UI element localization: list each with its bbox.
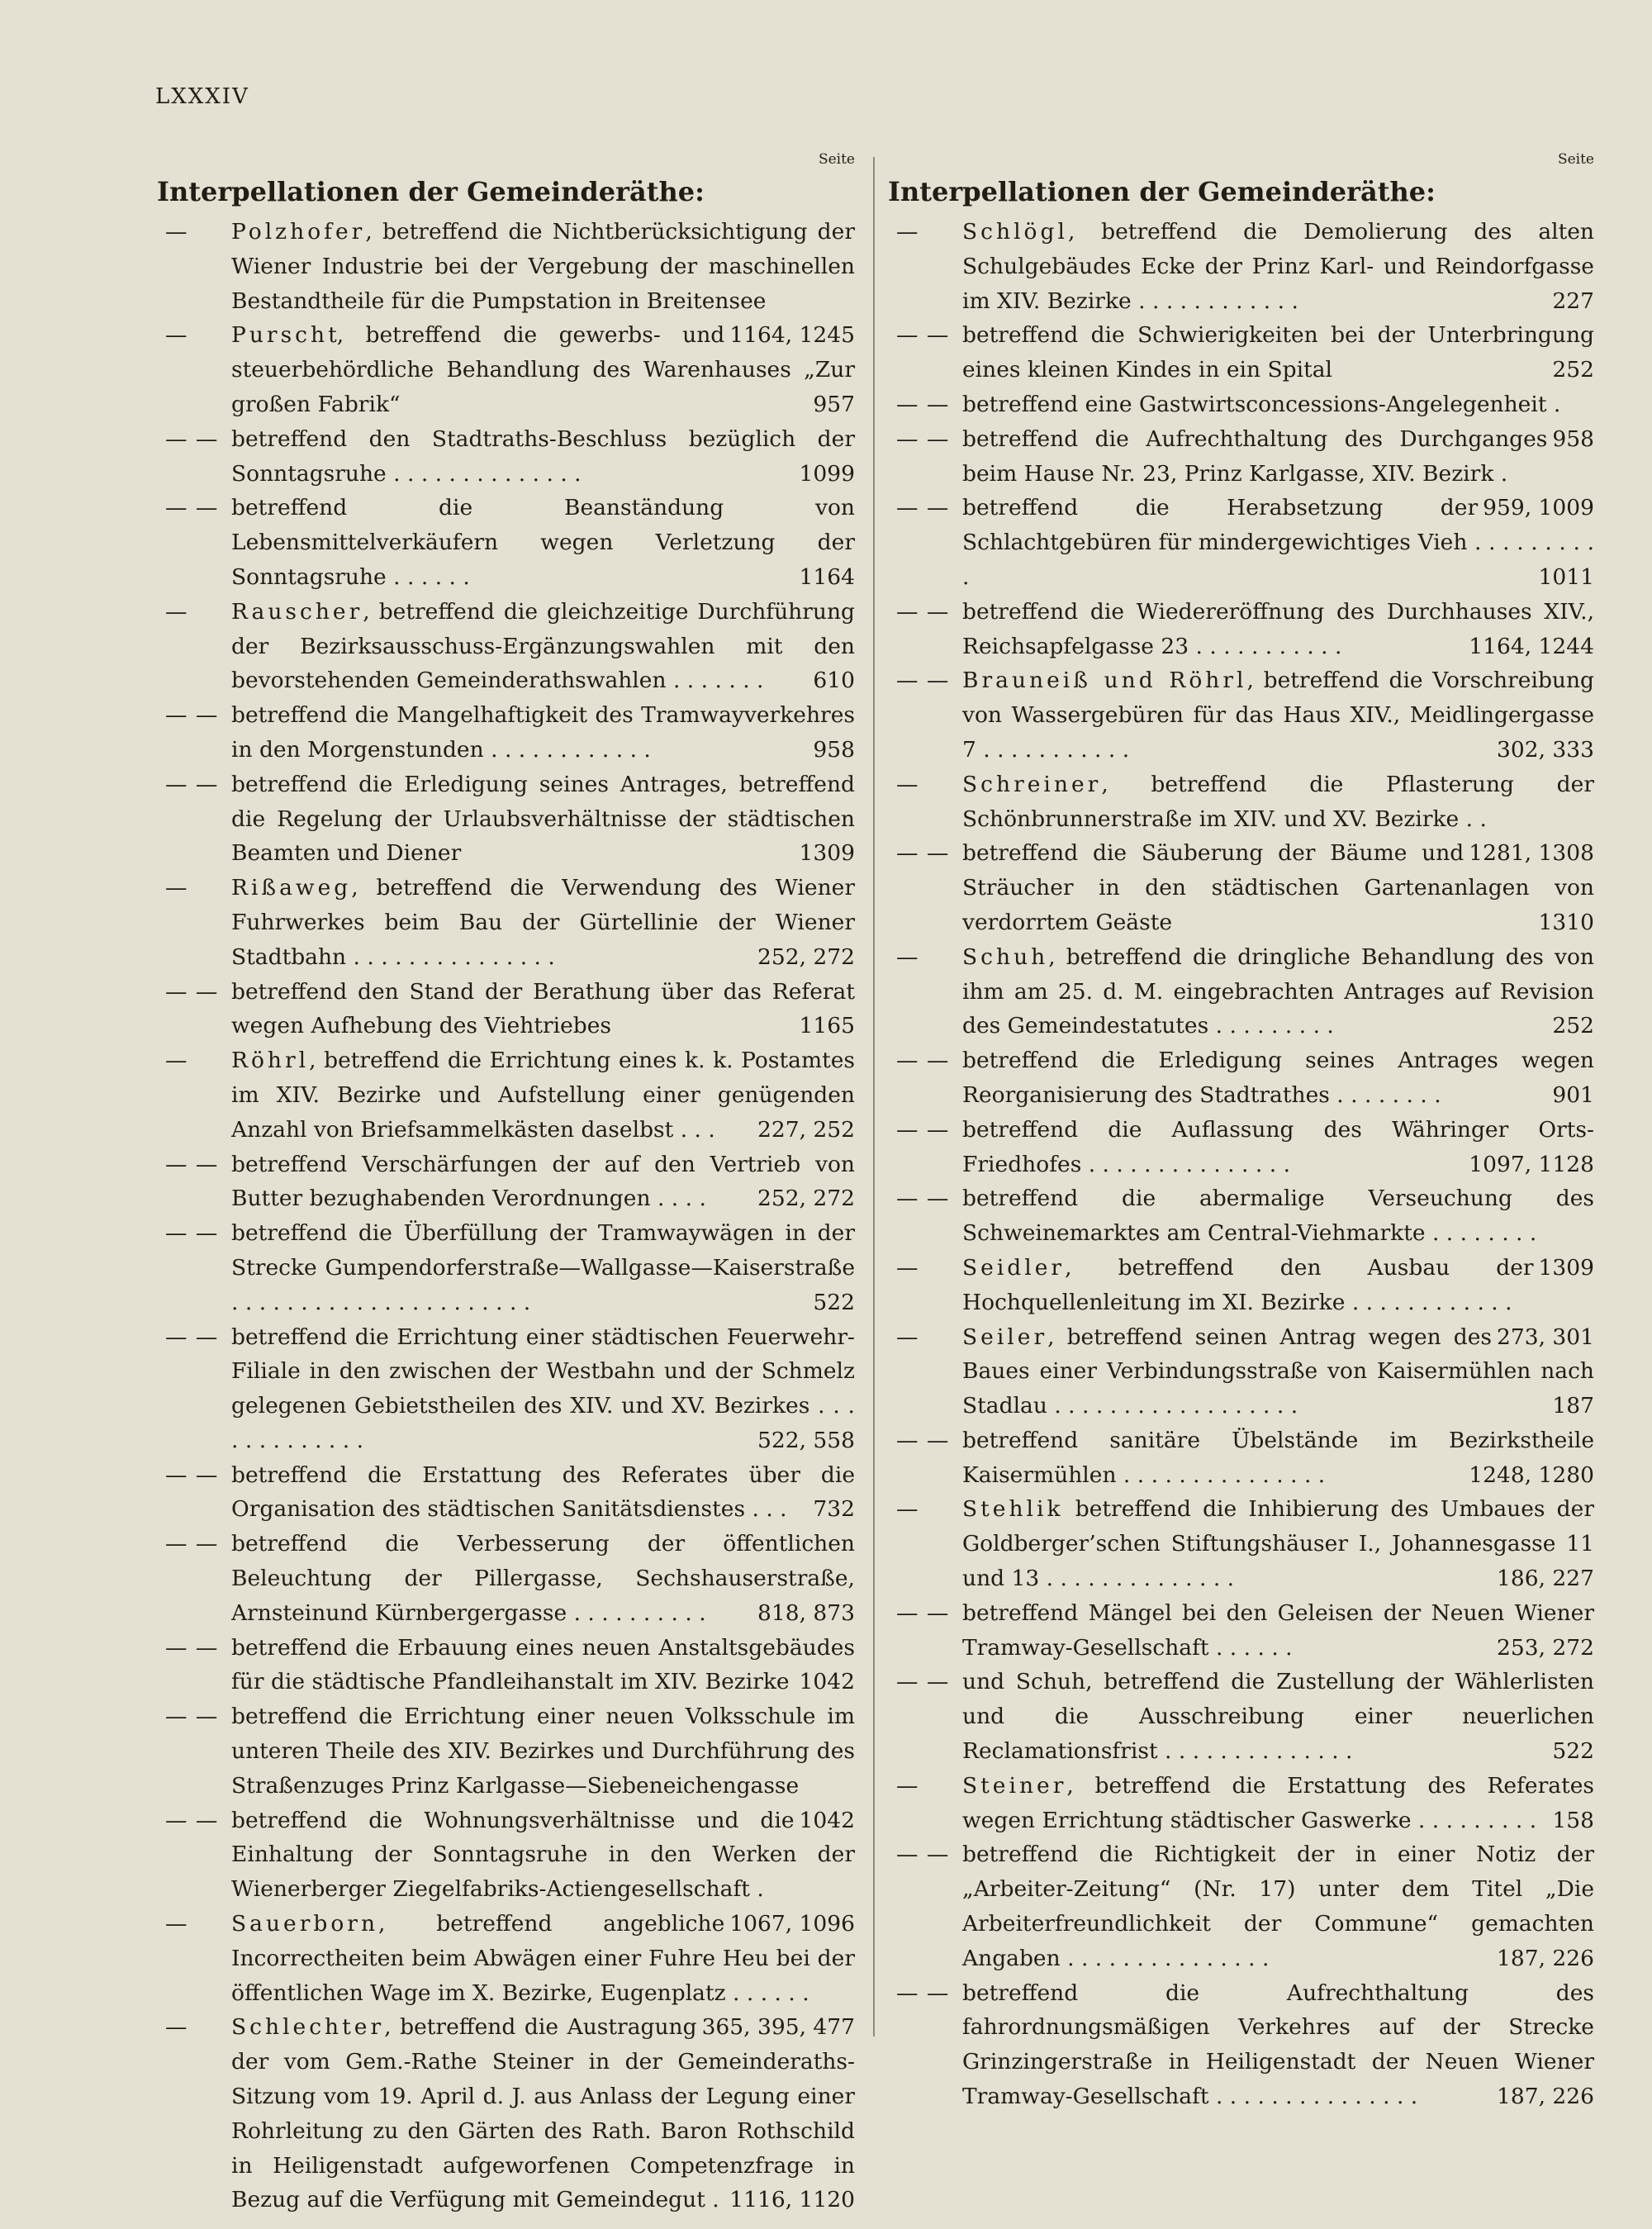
entry-text: betreffend die Richtigkeit der in einer Notiz der „Arbeiter-Zeitung“ (Nr. 17) unter dem Titel „Die Arbeiterfreundlichkeit der Commune“ gemachten Angaben . . . . . . . . . . . . . . . [962,1842,1594,1971]
entry-text: , betreffend den Ausbau der Hochquellenleitung im XI. Bezirke . . . . . . . . . . . . [962,1254,1534,1315]
entry-dash: — — [165,1634,219,1661]
index-entry [888,422,1594,521]
entry-text: betreffend die Aufrechthaltung des Durchganges beim Hause Nr. 23, Prinz Karlgasse, XIV. Bezirk . [962,425,1548,487]
entry-pages: 1097, 1128 [1469,1151,1594,1177]
entry-pages: 522 [813,1289,855,1315]
entry-pages: 1309 [799,840,855,867]
entry-text: , betreffend die dringliche Behandlung des von ihm am 25. d. M. eingebrachten Antrages auf Revision des Gemeindestatutes . . . . . . . . . [962,943,1594,1039]
entry-councillor-name: Schreiner [962,771,1102,797]
index-entry [888,1113,1594,1182]
entry-dash: — [896,1772,919,1799]
entry-councillor-name: Polzhofer [231,219,366,245]
entry-dash: — — [165,702,219,729]
entry-pages: 732 [813,1496,855,1523]
entry-text: betreffend die Mangelhaftigkeit des Tramwayverkehres in den Morgenstunden . . . . . . . . . . . . [231,702,855,763]
entry-councillor-name: Schlechter [231,2014,385,2041]
entry-text: betreffend die Verbesserung der öffentlichen Beleuchtung der Pillergasse, Sechshauserstraße, Arnsteinund Kürnbergergasse . . . . . . . . . . [231,1531,855,1626]
index-entry [157,1216,855,1319]
index-entry [157,1320,855,1458]
entry-text: betreffend die Säuberung der Bäume und Sträucher in den städtischen Gartenanlagen von verdorrtem Geäste [962,840,1594,935]
entry-councillor-name: Schuh [962,943,1049,970]
entry-dash: — [896,1496,919,1523]
entry-text: t, betreffend die gewerbs- und steuerbehördliche Behandlung des Warenhauses „Zur großen Fabrik“ [231,322,855,417]
entry-text: , betreffend die Erstattung des Referates wegen Errichtung städtischer Gaswerke . . . . . . . . . [962,1772,1594,1833]
entry-text: betreffend die Wiedereröffnung des Durchhauses XIV., Reichsapfelgasse 23 . . . . . . . . . . . [962,598,1594,659]
entry-text: betreffend eine Gastwirtsconcessions-Angelegenheit . [962,391,1561,417]
entry-pages: 522 [1552,1738,1594,1765]
entry-pages: 1042 [799,1669,855,1695]
entry-pages: 1099 [799,460,855,487]
index-entry [888,387,1594,452]
entry-dash: — — [896,840,950,867]
index-entry [157,1631,855,1700]
entry-dash: — [165,1911,188,1937]
entry-dash: — — [896,322,950,349]
entry-pages: 901 [1552,1081,1594,1108]
entry-councillor-name: Sauerborn [231,1911,379,1937]
entry-councillor-name: Pursch [231,322,329,349]
entry-dash: — — [165,1461,219,1488]
index-entry [157,871,855,974]
entry-text: betreffend die Beanständung von Lebensmittelverkäufern wegen Verletzung der Sonntagsruhe . . . . . . [231,495,855,590]
index-entry [157,595,855,698]
entry-pages: 1042 [799,1807,855,1833]
entry-dash: — — [165,1220,219,1247]
page-number: LXXXIV [155,84,249,109]
entry-pages: 1310 [1538,909,1594,935]
index-entry [157,1043,855,1147]
entry-text: betreffend die Erledigung seines Antrages wegen Reorganisierung des Stadtrathes . . . . . . . . [962,1048,1594,1108]
entry-pages: 252, 272 [757,943,855,970]
entry-text: , betreffend die Errichtung eines k. k. Postamtes im XIV. Bezirke und Aufstellung einer genügenden Anzahl von Briefsammelkästen daselbst . . . [231,1048,855,1143]
entry-dash: — [896,219,919,245]
entry-dash: — [165,875,188,901]
index-entry [157,975,855,1044]
entry-text: , betreffend seinen Antrag wegen des Baues einer Verbindungsstraße von Kaisermühlen nach Stadlau . . . . . . . . . . . . . . . . . . [962,1324,1594,1419]
entry-text: betreffend sanitäre Übelstände im Bezirkstheile Kaisermühlen . . . . . . . . . . . . . . . [962,1427,1594,1488]
entry-pages: 1116, 1120 [729,2187,855,2213]
entry-pages: 252 [1552,357,1594,383]
entry-dash: — [165,219,188,245]
right-heading: Interpellationen der Gemeinderäthe: [888,176,1436,207]
entry-pages: 957 [813,391,855,417]
entry-text: betreffend die Inhibierung des Umbaues der Goldberger’schen Stiftungshäuser I., Johannesgasse 11 und 13 . . . . . . . . . . . . . . [962,1496,1594,1592]
entry-dash: — — [896,1669,950,1695]
entry-text: , betreffend die Nichtberücksichtigung der Wiener Industrie bei der Vergebung der maschinellen Bestandtheile für die Pumpstation in Breitensee [231,219,855,314]
entry-text: betreffend Verschärfungen der auf den Vertrieb von Butter bezughabenden Verordnungen . . . . [231,1151,855,1212]
entry-dash: — — [896,1599,950,1626]
index-entry [888,1492,1594,1595]
left-entry-list [157,215,855,2217]
index-entry [157,1148,855,1217]
index-entry [157,2010,855,2217]
entry-dash: — — [165,495,219,521]
left-heading: Interpellationen der Gemeinderäthe: [157,176,705,207]
entry-text: , betreffend die Austragung der vom Gem.-Rathe Steiner in der Gemeinderaths-Sitzung vom 19. April d. J. aus Anlass der Legung einer Rohrleitung zu den Gärten des Rath. Baron Rothschild in Heiligenstadt aufgeworfenen Competenzfrage in Bezug auf die Verfügung mit Gemeindegut . [231,2014,855,2213]
entry-pages: 186, 227 [1496,1566,1594,1592]
entry-text: betreffend die abermalige Verseuchung des Schweinemarktes am Central-Viehmarkte . . . . . . . . [962,1186,1594,1247]
entry-text: , betreffend die Demolierung des alten Schulgebäudes Ecke der Prinz Karl- und Reindorfgasse im XIV. Bezirke . . . . . . . . . . . . [962,219,1594,314]
entry-text: , betreffend die Vorschreibung von Wassergebüren für das Haus XIV., Meidlingergasse 7 . . . . . . . . . . . [962,668,1594,763]
entry-dash: — — [896,1427,950,1453]
entry-pages: 187, 226 [1496,2084,1594,2110]
entry-councillor-name: Steiner [962,1772,1067,1799]
entry-pages: 227, 252 [757,1116,855,1143]
index-entry [888,215,1594,318]
entry-dash: — [165,1048,188,1074]
entry-pages: 1067, 1096 [729,1911,855,1937]
entry-dash: — [165,598,188,625]
entry-dash: — — [165,1531,219,1557]
entry-pages: 1164 [799,563,855,590]
entry-pages: 959, 1009 [1483,495,1594,521]
index-entry [888,663,1594,767]
entry-pages: 227 [1552,288,1594,314]
entry-text: , betreffend die gleichzeitige Durchführung der Bezirksausschuss-Ergänzungswahlen mit den bevorstehenden Gemeinderathswahlen . . . . . . . [231,598,855,694]
entry-dash: — [896,1254,919,1281]
index-entry [888,595,1594,664]
entry-text: betreffend die Erledigung seines Antrages, betreffend die Regelung der Urlaubsverhältnisse der städtischen Beamten und Diener [231,771,855,867]
entry-pages: 273, 301 [1496,1324,1594,1350]
entry-pages: 1164, 1245 [729,322,855,349]
index-entry [888,1769,1594,1838]
entry-dash: — — [896,425,950,452]
index-entry [888,1837,1594,1975]
entry-text: , betreffend die Pflasterung der Schönbrunnerstraße im XIV. und XV. Bezirke . . [962,771,1594,832]
entry-text: und Schuh, betreffend die Zustellung der Wählerlisten und die Ausschreibung einer neuerlichen Reclamationsfrist . . . . . . . . . . . . . . [962,1669,1594,1765]
index-entry [888,491,1594,594]
entry-dash: — — [165,425,219,452]
entry-councillor-name: Brauneiß und Röhrl [962,668,1247,694]
entry-pages: 365, 395, 477 [701,2014,855,2041]
left-column [157,147,855,2217]
entry-councillor-name: Schlögl [962,219,1068,245]
entry-pages: 522, 558 [757,1427,855,1453]
entry-pages: 187 [1552,1393,1594,1419]
entry-dash: — — [896,668,950,694]
entry-dash: — [165,322,188,349]
index-entry [888,836,1594,939]
entry-pages: 1309 [1538,1254,1594,1281]
index-entry [157,698,855,768]
index-entry [157,1699,855,1833]
index-entry [157,318,855,421]
entry-councillor-name: Röhrl [231,1048,310,1074]
entry-text: betreffend die Erstattung des Referates über die Organisation des städtischen Sanitätsdienstes . . . [231,1461,855,1523]
index-entry [888,940,1594,1043]
entry-pages: 252 [1552,1013,1594,1039]
entry-dash: — — [165,771,219,797]
entry-dash: — [896,1324,919,1350]
entry-pages: 187, 226 [1496,1945,1594,1971]
entry-pages: 1164, 1244 [1469,633,1594,659]
entry-text: betreffend die Wohnungsverhältnisse und die Einhaltung der Sonntagsruhe in den Werken der Wienerberger Ziegelfabriks-Actiengesellschaft . [231,1807,855,1903]
entry-text: betreffend die Errichtung einer neuen Volksschule im unteren Theile des XIV. Bezirkes und Durchführung des Straßenzuges Prinz Karlgasse—Siebeneichengasse [231,1704,855,1799]
index-entry [888,1043,1594,1113]
entry-dash: — — [896,391,950,417]
column-divider [873,157,875,2037]
entry-pages: 958 [1552,425,1594,452]
entry-pages: 958 [813,736,855,763]
entry-text: betreffend die Herabsetzung der Schlachtgebüren für mindergewichtiges Vieh . . . . . . . . . . [962,495,1594,590]
entry-councillor-name: Seiler [962,1324,1048,1350]
right-column [888,147,1594,2114]
entry-pages: 1281, 1308 [1469,840,1594,867]
entry-dash: — — [896,1979,950,2006]
entry-pages: 610 [813,668,855,694]
index-entry [888,318,1594,387]
index-entry [157,1527,855,1630]
entry-dash: — — [165,1704,219,1730]
entry-pages: 302, 333 [1496,736,1594,763]
entry-text: betreffend die Erbauung eines neuen Anstaltsgebäudes für die städtische Pfandleihanstalt im XIV. Bezirke [231,1634,855,1695]
index-entry [888,768,1594,867]
entry-text: , betreffend die Verwendung des Wiener Fuhrwerkes beim Bau der Gürtellinie der Wiener Stadtbahn . . . . . . . . . . . . . . . [231,875,855,970]
entry-text: betreffend den Stadtraths-Beschluss bezüglich der Sonntagsruhe . . . . . . . . . . . . . . [231,425,855,487]
entry-text: betreffend die Aufrechthaltung des fahrordnungsmäßigen Verkehres auf der Strecke Grinzingerstraße in Heiligenstadt der Neuen Wiener Tramway-Gesellschaft . . . . . . . . . . . . . . . [962,1979,1594,2110]
entry-dash: — — [165,1807,219,1833]
entry-pages: 158 [1552,1807,1594,1833]
entry-dash: — [896,943,919,970]
index-entry [888,1665,1594,1768]
right-entry-list [888,215,1594,2114]
entry-dash: — — [165,1151,219,1177]
entry-dash: — — [165,1324,219,1350]
entry-dash: — — [165,978,219,1005]
entry-councillor-name: Rauscher [231,598,363,625]
entry-councillor-name: Rißaweg [231,875,352,901]
entry-dash: — [896,771,919,797]
entry-pages: 252, 272 [757,1186,855,1212]
entry-dash: — — [896,1186,950,1212]
index-entry [157,491,855,594]
entry-councillor-name: Seidler [962,1254,1066,1281]
seite-label-left: Seite [818,151,855,168]
entry-text: betreffend die Überfüllung der Tramwaywägen in der Strecke Gumpendorferstraße—Wallgasse—Kaiserstraße . . . . . . . . . . . . . . . . . . . . . . [231,1220,855,1315]
index-entry [157,1458,855,1528]
entry-text: betreffend den Stand der Berathung über das Referat wegen Aufhebung des Viehtriebes [231,978,855,1039]
entry-pages: 1011 [1538,563,1594,590]
entry-text: , betreffend angebliche Incorrectheiten beim Abwägen einer Fuhre Heu bei der öffentlichen Wage im X. Bezirke, Eugenplatz . . . . . . [231,1911,855,2006]
index-entry [157,768,855,871]
entry-pages: 818, 873 [757,1599,855,1626]
entry-text: betreffend die Auflassung des Währinger Orts-Friedhofes . . . . . . . . . . . . . . . [962,1116,1594,1177]
entry-dash: — [165,2014,188,2041]
entry-pages: 253, 272 [1496,1634,1594,1661]
entry-dash: — — [896,495,950,521]
entry-text: betreffend Mängel bei den Geleisen der Neuen Wiener Tramway-Gesellschaft . . . . . . [962,1599,1594,1661]
index-entry [888,1423,1594,1493]
index-entry [888,1596,1594,1666]
entry-text: betreffend die Schwierigkeiten bei der Unterbringung eines kleinen Kindes in ein Spital [962,322,1594,383]
seite-label-right: Seite [1557,151,1594,168]
index-entry [888,1976,1594,2114]
entry-dash: — — [896,1842,950,1868]
entry-pages: 1248, 1280 [1469,1461,1594,1488]
index-entry [157,422,855,492]
index-entry [888,1320,1594,1423]
entry-dash: — — [896,1116,950,1143]
entry-dash: — — [896,1048,950,1074]
entry-dash: — — [896,598,950,625]
entry-councillor-name: Stehlik [962,1496,1064,1523]
entry-pages: 1165 [799,1013,855,1039]
entry-text: betreffend die Errichtung einer städtischen Feuerwehr-Filiale in den zwischen der Westbahn und der Schmelz gelegenen Gebietstheilen des XIV. und XV. Bezirkes . . . . . . . . . . . . . [231,1324,855,1453]
